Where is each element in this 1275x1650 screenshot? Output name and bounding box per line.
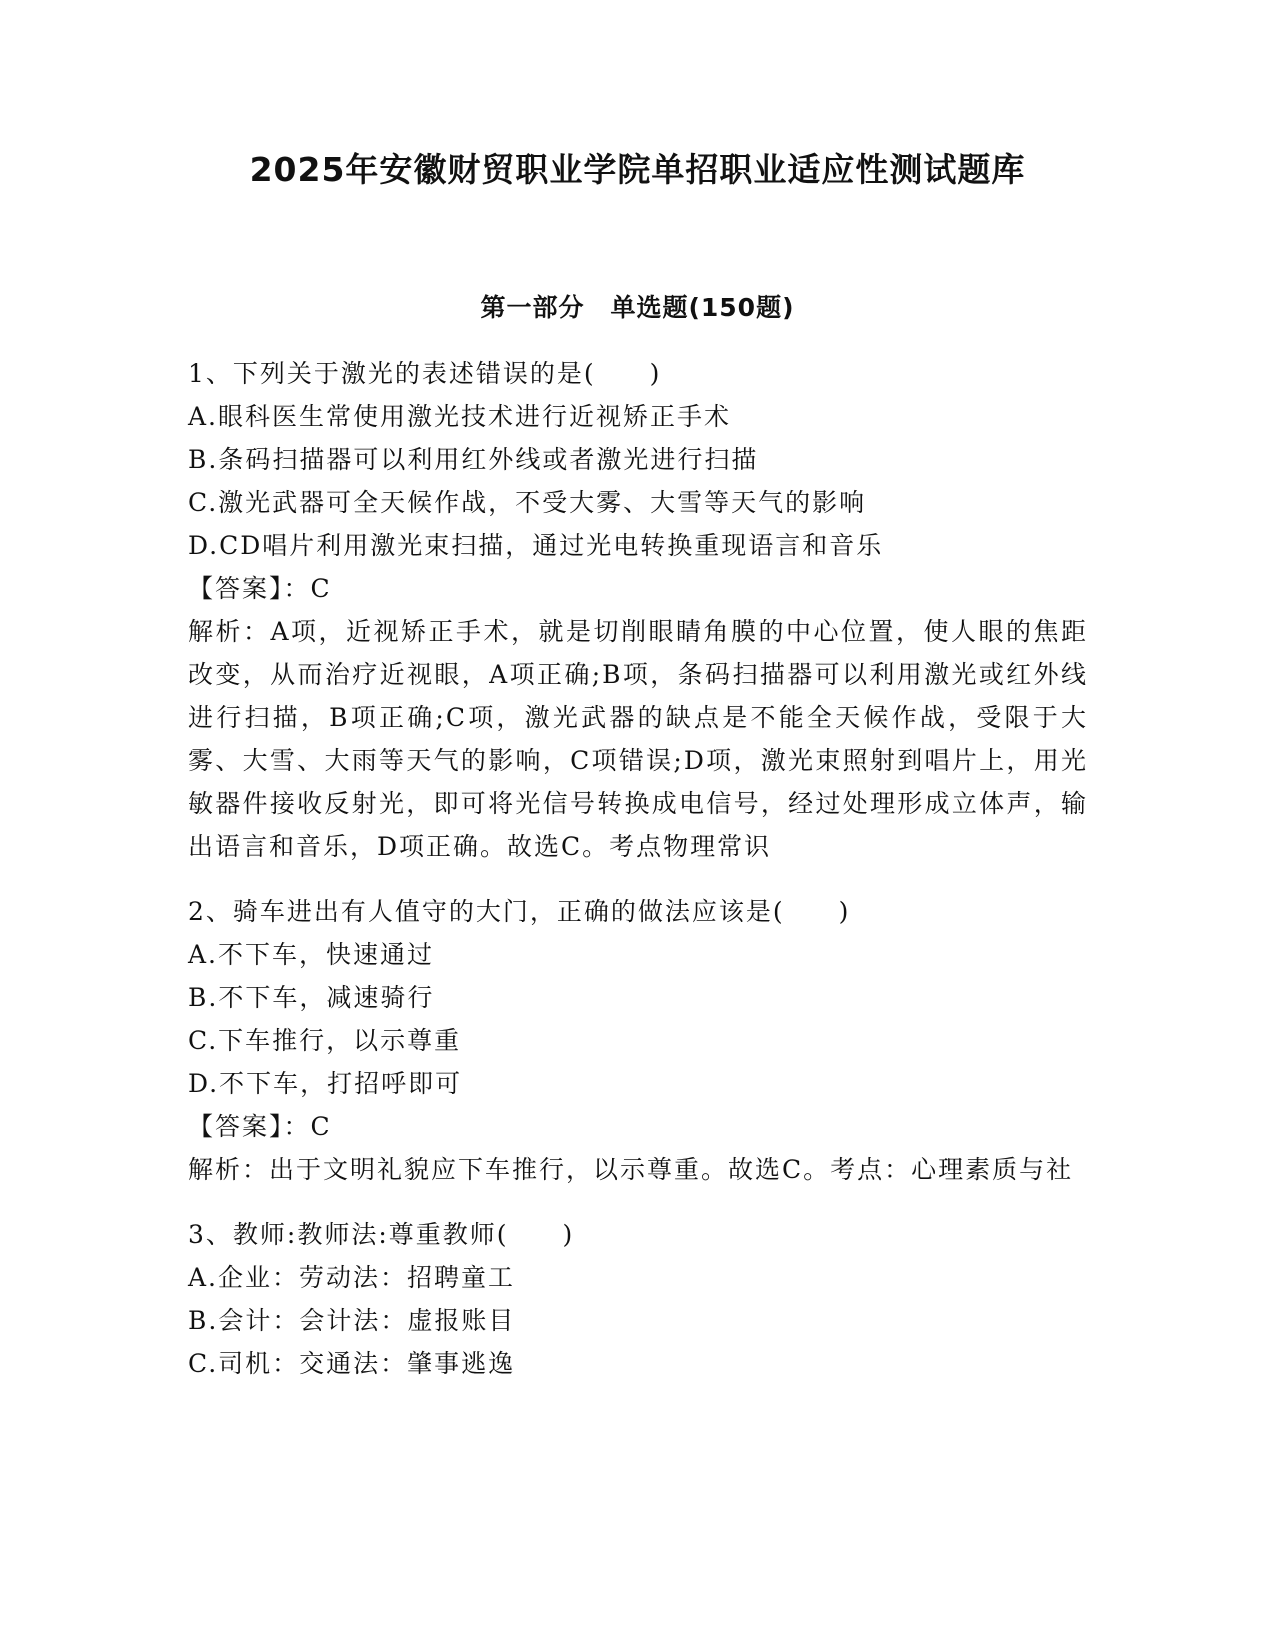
answer-line: 【答案】：C (188, 574, 332, 603)
option-a: A.眼科医生常使用激光技术进行近视矫正手术 (188, 402, 732, 431)
option-b: B.会计：会计法：虚报账目 (188, 1306, 516, 1335)
question-2 (188, 890, 1088, 1191)
section-title: 第一部分 单选题(150题) (480, 293, 795, 322)
question-stem: 2、骑车进出有人值守的大门，正确的做法应该是( ) (188, 897, 851, 926)
option-d: D.不下车，打招呼即可 (188, 1069, 463, 1098)
option-a: A.企业：劳动法：招聘童工 (188, 1263, 516, 1292)
option-b: B.不下车，减速骑行 (188, 983, 435, 1012)
option-a: A.不下车，快速通过 (188, 940, 435, 969)
answer-line: 【答案】：C (188, 1112, 332, 1141)
question-stem: 1、下列关于激光的表述错误的是( ) (188, 359, 662, 388)
question-list (188, 352, 1088, 1407)
question-stem: 3、教师:教师法:尊重教师( ) (188, 1220, 575, 1249)
option-c: C.激光武器可全天候作战，不受大雾、大雪等天气的影响 (188, 488, 867, 517)
option-b: B.条码扫描器可以利用红外线或者激光进行扫描 (188, 445, 759, 474)
option-d: D.CD唱片利用激光束扫描，通过光电转换重现语言和音乐 (188, 531, 884, 560)
explanation-text: 解析：出于文明礼貌应下车推行，以示尊重。故选C。考点：心理素质与社 (188, 1155, 1074, 1184)
document-title: 2025年安徽财贸职业学院单招职业适应性测试题库 (249, 150, 1026, 189)
explanation-text: 解析：A项，近视矫正手术，就是切削眼睛角膜的中心位置，使人眼的焦距改变，从而治疗近视眼，A项正确;B项，条码扫描器可以利用激光或红外线进行扫描，B项正确;C项，激光武器的缺点是不能全天候作战，受限于大雾、大雪、大雨等天气的影响，C项错误;D项，激光束照射到唱片上，用光敏器件接收反射光，即可将光信号转换成电信号，经过处理形成立体声，输出语言和音乐，D项正确。故选C。考点物理常识 (188, 617, 1088, 861)
option-c: C.司机：交通法：肇事逃逸 (188, 1349, 516, 1378)
option-c: C.下车推行，以示尊重 (188, 1026, 462, 1055)
question-3 (188, 1213, 1088, 1385)
question-1 (188, 352, 1088, 868)
